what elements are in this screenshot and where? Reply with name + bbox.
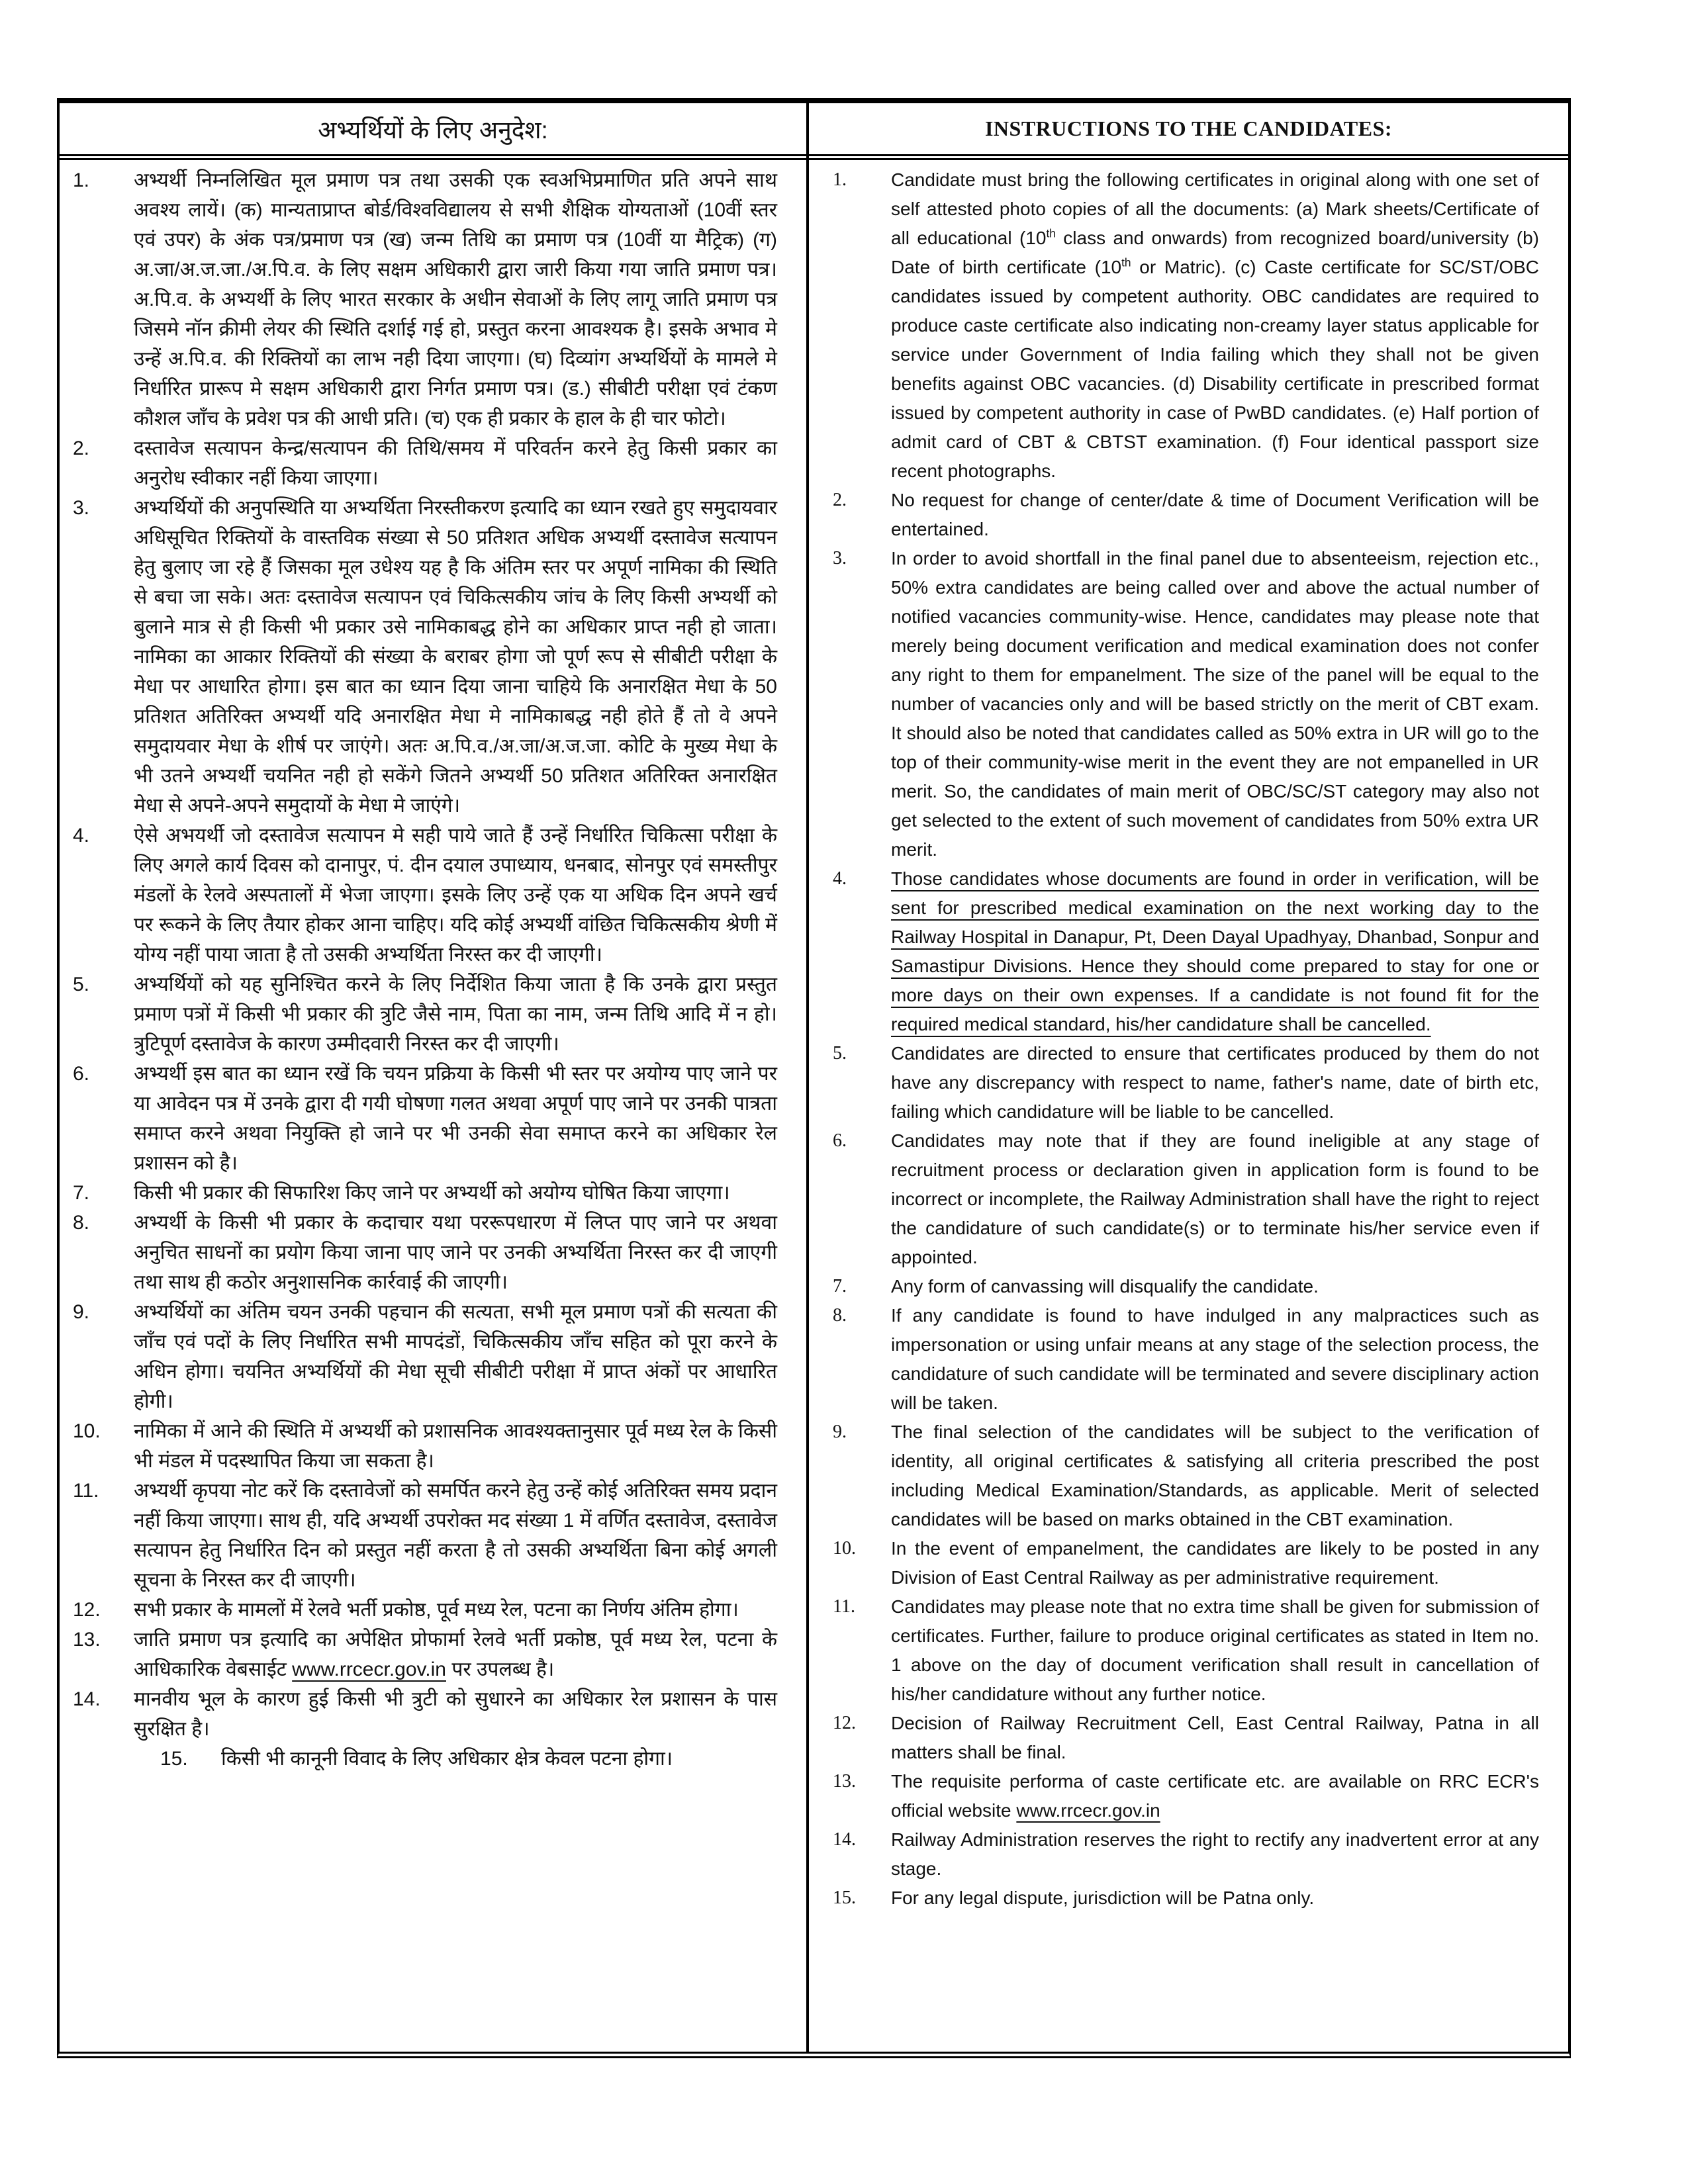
english-item-14: [809, 1825, 1568, 1884]
item-text: Candidate must bring the following certificates in original along with one set of self attested photo copies of all the documents: (a) Mark sheets/Certificate of all educational (10th class and onwards) from recognized board/university (b) Date of birth certificate (10th or Matric). (c) Caste certificate for SC/ST/OBC candidates issued by competent authority. OBC candidates are required to produce caste certificate also indicating non-creamy layer status applicable for service under Government of India failing which they shall not be given benefits against OBC vacancies. (d) Disability certificate in prescribed format issued by competent authority in case of PwBD candidates. (e) Half portion of admit card of CBT & CBTST examination. (f) Four identical passport size recent photographs.: [891, 169, 1540, 481]
item-text: किसी भी प्रकार की सिफारिश किए जाने पर अभ्यर्थी को अयोग्य घोषित किया जाएगा।: [134, 1182, 730, 1204]
item-text: दस्तावेज सत्यापन केन्द्र/सत्यापन की तिथि/समय में परिवर्तन करने हेतु किसी प्रकार का अनुरोध स्वीकार नहीं किया जाएगा।: [134, 437, 777, 489]
item-text: The final selection of the candidates will be subject to the verification of identity, all original certificates & satisfying all criteria prescribed the post including Medical Examination/Standards, as applicable. Merit of selected candidates will be based on marks obtained in the CBT examination.: [891, 1422, 1539, 1529]
item-text: मानवीय भूल के कारण हुई किसी भी त्रुटी को सुधारने का अधिकार रेल प्रशासन के पास सुरक्षित है।: [134, 1688, 777, 1740]
item-number: 15.: [160, 1748, 188, 1770]
item-number: 8.: [73, 1212, 90, 1234]
english-item-12: [809, 1709, 1568, 1767]
hindi-item-2: [60, 433, 806, 493]
english-item-13: [809, 1767, 1568, 1825]
item-number: 9.: [833, 1422, 847, 1442]
hindi-item-9: [60, 1297, 806, 1416]
item-number: 13.: [833, 1771, 856, 1792]
item-number: 7.: [73, 1182, 90, 1204]
hindi-item-14: [60, 1684, 806, 1744]
english-item-15: [809, 1884, 1568, 1913]
item-text: नामिका में आने की स्थिति में अभ्यर्थी को प्रशासनिक आवश्यक्तानुसार पूर्व मध्य रेल के किसी भी मंडल में पदस्थापित किया जा सकता है।: [134, 1420, 777, 1472]
english-item-11: [809, 1592, 1568, 1709]
item-number: 1.: [73, 169, 90, 191]
item-text: Decision of Railway Recruitment Cell, East Central Railway, Patna in all matters shall be final.: [891, 1713, 1539, 1762]
hindi-item-15: [147, 1744, 806, 1774]
item-number: 3.: [833, 548, 847, 569]
item-text: In the event of empanelment, the candidates are likely to be posted in any Division of East Central Railway as per administrative requirement.: [891, 1538, 1539, 1588]
item-text: Railway Administration reserves the right to rectify any inadvertent error at any stage.: [891, 1829, 1539, 1879]
english-item-7: [809, 1272, 1568, 1301]
english-item-4: [809, 864, 1568, 1039]
item-text: Candidates may please note that no extra time shall be given for submission of certificates. Further, failure to produce original certificates as stated in Item no. 1 above on the day of document verification shall result in cancellation of his/her candidature without any further notice.: [891, 1596, 1539, 1704]
item-text: ऐसे अभयर्थी जो दस्तावेज सत्यापन मे सही पाये जाते हैं उन्हें निर्धारित चिकित्सा परीक्षा के लिए अगले कार्य दिवस को दानापुर, पं. दीन दयाल उपाध्याय, धनबाद, सोनपुर एवं समस्तीपुर मंडलों के रेलवे अस्पतालों में भेजा जाएगा। इसके लिए उन्हें एक या अधिक दिन अपने खर्च पर रूकने के लिए तैयार होकर आना चाहिए। यदि कोई अभ्यर्थी वांछित चिकित्सकीय श्रेणी में योग्य नहीं पाया जाता है तो उसकी अभ्यर्थिता निरस्त कर दी जाएगी।: [134, 825, 777, 966]
item-text: Candidates may note that if they are found ineligible at any stage of recruitment process or declaration given in application form is found to be incorrect or incomplete, the Railway Administration shall have the right to reject the candidature of such candidate(s) or to terminate his/her service even if appointed.: [891, 1130, 1539, 1267]
item-number: 3.: [73, 497, 90, 519]
item-number: 5.: [73, 974, 90, 995]
hindi-item-13: [60, 1625, 806, 1684]
hindi-column-header: अभ्यर्थियों के लिए अनुदेश:: [60, 103, 806, 160]
english-item-6: [809, 1126, 1568, 1272]
english-column-header: INSTRUCTIONS TO THE CANDIDATES:: [809, 103, 1568, 160]
item-text: अभ्यर्थी निम्नलिखित मूल प्रमाण पत्र तथा उसकी एक स्वअभिप्रमाणित प्रति अपने साथ अवश्य लायें। (क) मान्यताप्राप्त बोर्ड/विश्वविद्यालय से सभी शैक्षिक योग्यताओं (10वीं स्तर एवं उपर) के अंक पत्र/प्रमाण पत्र (ख) जन्म तिथि का प्रमाण पत्र (10वीं या मैट्रिक) (ग) अ.जा/अ.ज.जा./अ.पि.व. के लिए सक्षम अधिकारी द्वारा जारी किया गया जाति प्रमाण पत्र। अ.पि.व. के अभ्यर्थी के लिए भारत सरकार के अधीन सेवाओं के लिए लागू जाति प्रमाण पत्र जिसमे नॉन क्रीमी लेयर की स्थिति दर्शाई गई हो, प्रस्तुत करना आवश्यक है। इसके अभाव मे उन्हें अ.पि.व. की रिक्तियों का लाभ नही दिया जाएगा। (घ) दिव्यांग अभ्यर्थियों के मामले मे निर्धारित प्रारूप मे सक्षम अधिकारी द्वारा निर्गत प्रमाण पत्र। (ड.) सीबीटी परीक्षा एवं टंकण कौशल जाँच के प्रवेश पत्र की आधी प्रति। (च) एक ही प्रकार के हाल के ही चार फोटो।: [134, 169, 777, 430]
item-text: अभ्यर्थियों की अनुपस्थिति या अभ्यर्थिता निरस्तीकरण इत्यादि का ध्यान रखते हुए समुदायवार अधिसूचित रिक्तियों के वास्तविक संख्या से 50 प्रतिशत अधिक अभ्यर्थी दस्तावेज सत्यापन हेतु बुलाए जा रहे हैं जिसका मूल उधेश्य यह है कि अंतिम स्तर पर अपूर्ण नामिका की स्थिति से बचा जा सके। अतः दस्तावेज सत्यापन एवं चिकित्सकीय जांच के लिए किसी अभ्यर्थी को बुलाने मात्र से ही किसी भी प्रकार उसे नामिकाबद्ध होने का अधिकार प्राप्त नही हो जाता। नामिका का आकार रिक्तियों की संख्या के बराबर होगा जो पूर्ण रूप से सीबीटी परीक्षा के मेधा पर आधारित होगा। इस बात का ध्यान दिया जाना चाहिये कि अनारक्षित मेधा के 50 प्रतिशत अतिरिक्त अभ्यर्थी यदि अनारक्षित मेधा मे नामिकाबद्ध नही होते हैं तो वे अपने समुदायवार मेधा के शीर्ष पर जाएंगे। अतः अ.पि.व./अ.जा/अ.ज.जा. कोटि के मुख्य मेधा के भी उतने अभ्यर्थी चयनित नही हो सकेंगे जितने अभ्यर्थी 50 प्रतिशत अतिरिक्त अनारक्षित मेधा से अपने-अपने समुदायों के मेधा मे जाएंगे।: [134, 497, 777, 817]
item-number: 15.: [833, 1888, 856, 1908]
instructions-table: [57, 98, 1571, 2058]
hindi-item-4: [60, 821, 806, 970]
item-text: If any candidate is found to have indulged in any malpractices such as impersonation or using unfair means at any stage of the selection process, the candidature of such candidate will be terminated and severe disciplinary action will be taken.: [891, 1305, 1539, 1413]
item-number: 8.: [833, 1305, 847, 1326]
english-item-1: [809, 165, 1568, 486]
english-items: [809, 160, 1568, 1913]
hindi-column: [60, 103, 809, 2052]
english-item-2: [809, 486, 1568, 544]
item-text: In order to avoid shortfall in the final panel due to absenteeism, rejection etc., 50% extra candidates are being called over and above the actual number of notified vacancies community-wise. Hence, candidates may please note that merely being document verification and medical examination does not confer any right to them for empanelment. The size of the panel will be equal to the number of vacancies only and will be based strictly on the merit of CBT exam. It should also be noted that candidates called as 50% extra in UR will go to the top of their community-wise merit in the event they are not empanelled in UR merit. So, the candidates of main merit of OBC/SC/ST category may also not get selected to the extent of such movement of candidates from 50% extra UR merit.: [891, 548, 1539, 860]
english-item-10: [809, 1534, 1568, 1592]
item-number: 14.: [73, 1688, 101, 1710]
item-text: किसी भी कानूनी विवाद के लिए अधिकार क्षेत्र केवल पटना होगा।: [221, 1748, 673, 1770]
english-item-5: [809, 1039, 1568, 1126]
item-number: 5.: [833, 1043, 847, 1064]
item-number: 13.: [73, 1629, 101, 1651]
item-text: जाति प्रमाण पत्र इत्यादि का अपेक्षित प्रोफार्मा रेलवे भर्ती प्रकोष्ठ, पूर्व मध्य रेल, पटना के आधिकारिक वेबसाईट www.rrcecr.gov.in पर उपलब्ध है।: [134, 1629, 777, 1680]
item-number: 10.: [833, 1538, 856, 1559]
item-text: Candidates are directed to ensure that certificates produced by them do not have any discrepancy with respect to name, father's name, date of birth etc, failing which candidature will be liable to be cancelled.: [891, 1043, 1539, 1122]
item-number: 9.: [73, 1301, 90, 1323]
english-item-3: [809, 544, 1568, 864]
item-text: For any legal dispute, jurisdiction will be Patna only.: [891, 1888, 1315, 1908]
hindi-item-7: [60, 1178, 806, 1208]
item-text: अभ्यर्थी इस बात का ध्यान रखें कि चयन प्रक्रिया के किसी भी स्तर पर अयोग्य पाए जाने पर या आवेदन पत्र में उनके द्वारा दी गयी घोषणा गलत अथवा अपूर्ण पाए जाने पर उनकी पात्रता समाप्त करने अथवा नियुक्ति हो जाने पर भी उनकी सेवा समाप्त करने का अधिकार रेल प्रशासन को है।: [134, 1063, 777, 1174]
item-number: 6.: [833, 1130, 847, 1151]
item-number: 2.: [73, 437, 90, 459]
english-item-8: [809, 1301, 1568, 1418]
hindi-item-11: [60, 1476, 806, 1595]
item-text: अभ्यर्थी के किसी भी प्रकार के कदाचार यथा पररूपधारण में लिप्त पाए जाने पर अथवा अनुचित साधनों का प्रयोग किया जाना पाए जाने पर उनकी अभ्यर्थिता निरस्त कर दी जाएगी तथा साथ ही कठोर अनुशासनिक कार्रवाई की जाएगी।: [134, 1212, 777, 1293]
hindi-item-5: [60, 970, 806, 1059]
item-text: सभी प्रकार के मामलों में रेलवे भर्ती प्रकोष्ठ, पूर्व मध्य रेल, पटना का निर्णय अंतिम होगा।: [134, 1599, 739, 1621]
item-text: Any form of canvassing will disqualify the candidate.: [891, 1276, 1319, 1297]
hindi-item-8: [60, 1208, 806, 1297]
hindi-item-1: [60, 165, 806, 433]
item-text: Those candidates whose documents are found in order in verification, will be sent for prescribed medical examination on the next working day to the Railway Hospital in Danapur, Pt, Deen Dayal Upadhyay, Dhanbad, Sonpur and Samastipur Divisions. Hence they should come prepared to stay for one or more days on their own expenses. If a candidate is not found fit for the required medical standard, his/her candidature shall be cancelled.: [891, 868, 1539, 1034]
item-text: No request for change of center/date & time of Document Verification will be entertained.: [891, 490, 1539, 539]
hindi-item-6: [60, 1059, 806, 1178]
item-number: 6.: [73, 1063, 90, 1085]
item-text: अभ्यर्थियों को यह सुनिश्चित करने के लिए निर्देशित किया जाता है कि उनके द्वारा प्रस्तुत प्रमाण पत्रों में किसी भी प्रकार की त्रुटि जैसे नाम, पिता का नाम, जन्म तिथि आदि में न हो। त्रुटिपूर्ण दस्तावेज के कारण उम्मीदवारी निरस्त कर दी जाएगी।: [134, 974, 777, 1055]
item-number: 11.: [73, 1480, 99, 1502]
english-column: [809, 103, 1568, 2052]
item-text: अभ्यर्थी कृपया नोट करें कि दस्तावेजों को समर्पित करने हेतु उन्हें कोई अतिरिक्त समय प्रदान नहीं किया जाएगा। साथ ही, यदि अभ्यर्थी उपरोक्त मद संख्या 1 में वर्णित दस्तावेज, दस्तावेज सत्यापन हेतु निर्धारित दिन को प्रस्तुत नहीं करता है तो उसकी अभ्यर्थिता बिना कोई अगली सूचना के निरस्त कर दी जाएगी।: [134, 1480, 777, 1591]
item-number: 7.: [833, 1276, 847, 1297]
item-number: 1.: [833, 169, 847, 190]
hindi-item-3: [60, 493, 806, 821]
item-number: 2.: [833, 490, 847, 510]
item-text: अभ्यर्थियों का अंतिम चयन उनकी पहचान की सत्यता, सभी मूल प्रमाण पत्रों की सत्यता की जाँच एवं पदों के लिए निर्धारित सभी मापदंडों, चिकित्सकीय जाँच सहित को पूरा करने के अधिन होगा। चयनित अभ्यर्थियों की मेधा सूची सीबीटी परीक्षा में प्राप्त अंकों पर आधारित होगी।: [134, 1301, 777, 1412]
item-number: 12.: [833, 1713, 856, 1733]
item-number: 14.: [833, 1829, 856, 1850]
item-number: 4.: [833, 868, 847, 889]
hindi-item-12: [60, 1595, 806, 1625]
item-number: 4.: [73, 825, 90, 846]
hindi-items: [60, 160, 806, 1774]
item-number: 11.: [833, 1596, 855, 1617]
item-number: 10.: [73, 1420, 101, 1442]
english-item-9: [809, 1418, 1568, 1534]
item-text: The requisite performa of caste certificate etc. are available on RRC ECR's official website www.rrcecr.gov.in: [891, 1771, 1539, 1821]
hindi-item-10: [60, 1416, 806, 1476]
item-number: 12.: [73, 1599, 101, 1621]
